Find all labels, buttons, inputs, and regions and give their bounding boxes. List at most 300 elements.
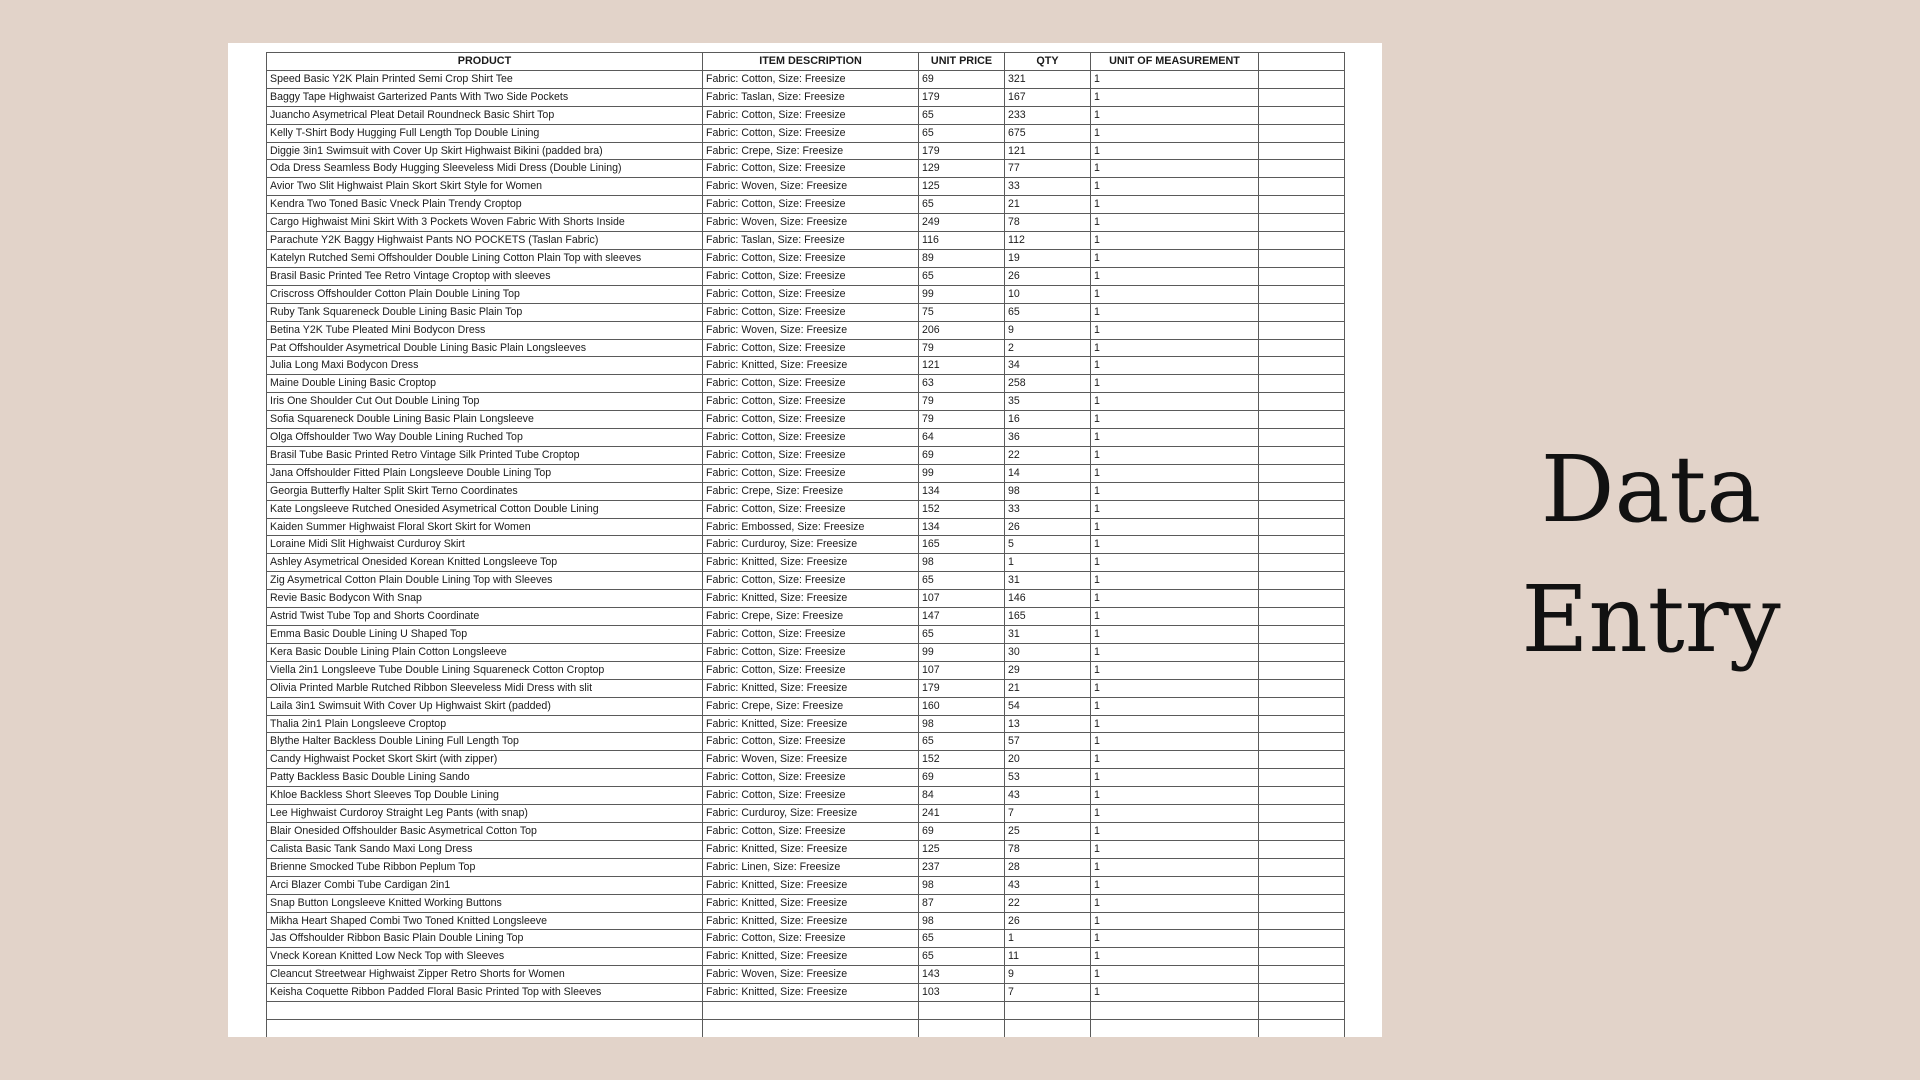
cell-unit-price bbox=[919, 1019, 1005, 1037]
header-extra bbox=[1259, 53, 1345, 71]
cell-item-description: Fabric: Woven, Size: Freesize bbox=[703, 751, 919, 769]
cell-extra bbox=[1259, 88, 1345, 106]
cell-item-description: Fabric: Woven, Size: Freesize bbox=[703, 966, 919, 984]
cell-unit-price: 98 bbox=[919, 554, 1005, 572]
cell-qty: 19 bbox=[1005, 249, 1091, 267]
cell-qty: 78 bbox=[1005, 214, 1091, 232]
cell-extra bbox=[1259, 966, 1345, 984]
cell-extra bbox=[1259, 679, 1345, 697]
cell-extra bbox=[1259, 464, 1345, 482]
cell-unit-of-measurement: 1 bbox=[1091, 249, 1259, 267]
cell-extra bbox=[1259, 339, 1345, 357]
cell-product: Mikha Heart Shaped Combi Two Toned Knitted Longsleeve bbox=[267, 912, 703, 930]
cell-item-description: Fabric: Knitted, Size: Freesize bbox=[703, 590, 919, 608]
cell-product: Vneck Korean Knitted Low Neck Top with Sleeves bbox=[267, 948, 703, 966]
table-row bbox=[267, 554, 1345, 572]
cell-extra bbox=[1259, 912, 1345, 930]
cell-product: Jana Offshoulder Fitted Plain Longsleeve Double Lining Top bbox=[267, 464, 703, 482]
cell-qty: 34 bbox=[1005, 357, 1091, 375]
cell-qty: 35 bbox=[1005, 393, 1091, 411]
cell-item-description: Fabric: Cotton, Size: Freesize bbox=[703, 393, 919, 411]
cell-unit-price: 103 bbox=[919, 984, 1005, 1002]
cell-qty: 14 bbox=[1005, 464, 1091, 482]
data-entry-table bbox=[266, 52, 1345, 1037]
cell-product: Cleancut Streetwear Highwaist Zipper Retro Shorts for Women bbox=[267, 966, 703, 984]
cell-qty: 98 bbox=[1005, 482, 1091, 500]
table-row bbox=[267, 912, 1345, 930]
cell-extra bbox=[1259, 572, 1345, 590]
cell-extra bbox=[1259, 1002, 1345, 1020]
cell-unit-price: 179 bbox=[919, 679, 1005, 697]
cell-qty: 9 bbox=[1005, 966, 1091, 984]
cell-product: Iris One Shoulder Cut Out Double Lining Top bbox=[267, 393, 703, 411]
cell-extra bbox=[1259, 124, 1345, 142]
cell-unit-price: 64 bbox=[919, 429, 1005, 447]
cell-unit-of-measurement: 1 bbox=[1091, 411, 1259, 429]
cell-unit-of-measurement: 1 bbox=[1091, 840, 1259, 858]
cell-unit-price: 65 bbox=[919, 106, 1005, 124]
cell-qty: 675 bbox=[1005, 124, 1091, 142]
table-row bbox=[267, 840, 1345, 858]
cell-qty: 78 bbox=[1005, 840, 1091, 858]
cell-qty: 9 bbox=[1005, 321, 1091, 339]
cell-unit-of-measurement: 1 bbox=[1091, 196, 1259, 214]
cell-unit-of-measurement: 1 bbox=[1091, 948, 1259, 966]
cell-product: Keisha Coquette Ribbon Padded Floral Basic Printed Top with Sleeves bbox=[267, 984, 703, 1002]
cell-product: Juancho Asymetrical Pleat Detail Roundneck Basic Shirt Top bbox=[267, 106, 703, 124]
cell-qty: 10 bbox=[1005, 285, 1091, 303]
cell-unit-price: 125 bbox=[919, 840, 1005, 858]
cell-item-description: Fabric: Cotton, Size: Freesize bbox=[703, 464, 919, 482]
cell-product: Cargo Highwaist Mini Skirt With 3 Pockets Woven Fabric With Shorts Inside bbox=[267, 214, 703, 232]
cell-extra bbox=[1259, 930, 1345, 948]
cell-item-description: Fabric: Knitted, Size: Freesize bbox=[703, 876, 919, 894]
cell-extra bbox=[1259, 876, 1345, 894]
cell-item-description: Fabric: Knitted, Size: Freesize bbox=[703, 715, 919, 733]
table-row bbox=[267, 805, 1345, 823]
cell-item-description: Fabric: Cotton, Size: Freesize bbox=[703, 661, 919, 679]
cell-product: Astrid Twist Tube Top and Shorts Coordinate bbox=[267, 608, 703, 626]
cell-unit-of-measurement: 1 bbox=[1091, 500, 1259, 518]
cell-item-description: Fabric: Linen, Size: Freesize bbox=[703, 858, 919, 876]
cell-item-description bbox=[703, 1019, 919, 1037]
cell-qty: 29 bbox=[1005, 661, 1091, 679]
cell-unit-price: 98 bbox=[919, 876, 1005, 894]
title-line-data: Data bbox=[1540, 436, 1762, 543]
cell-unit-of-measurement: 1 bbox=[1091, 930, 1259, 948]
cell-extra bbox=[1259, 822, 1345, 840]
cell-unit-price: 65 bbox=[919, 124, 1005, 142]
cell-qty: 54 bbox=[1005, 697, 1091, 715]
cell-unit-price: 152 bbox=[919, 751, 1005, 769]
cell-product: Calista Basic Tank Sando Maxi Long Dress bbox=[267, 840, 703, 858]
table-body bbox=[267, 70, 1345, 1037]
cell-qty: 2 bbox=[1005, 339, 1091, 357]
cell-unit-of-measurement: 1 bbox=[1091, 572, 1259, 590]
cell-unit-price: 241 bbox=[919, 805, 1005, 823]
table-row bbox=[267, 626, 1345, 644]
cell-unit-of-measurement: 1 bbox=[1091, 643, 1259, 661]
cell-qty: 36 bbox=[1005, 429, 1091, 447]
cell-product: Loraine Midi Slit Highwaist Curduroy Skirt bbox=[267, 536, 703, 554]
cell-product: Kera Basic Double Lining Plain Cotton Longsleeve bbox=[267, 643, 703, 661]
cell-unit-price: 65 bbox=[919, 267, 1005, 285]
cell-extra bbox=[1259, 303, 1345, 321]
table-row bbox=[267, 70, 1345, 88]
cell-extra bbox=[1259, 733, 1345, 751]
cell-product: Patty Backless Basic Double Lining Sando bbox=[267, 769, 703, 787]
header-qty: QTY bbox=[1005, 53, 1091, 71]
cell-extra bbox=[1259, 626, 1345, 644]
cell-product: Speed Basic Y2K Plain Printed Semi Crop Shirt Tee bbox=[267, 70, 703, 88]
cell-extra bbox=[1259, 393, 1345, 411]
table-row bbox=[267, 303, 1345, 321]
cell-product: Thalia 2in1 Plain Longsleeve Croptop bbox=[267, 715, 703, 733]
cell-unit-of-measurement: 1 bbox=[1091, 876, 1259, 894]
cell-qty: 31 bbox=[1005, 626, 1091, 644]
cell-product: Pat Offshoulder Asymetrical Double Lining Basic Plain Longsleeves bbox=[267, 339, 703, 357]
cell-qty: 28 bbox=[1005, 858, 1091, 876]
cell-unit-price: 65 bbox=[919, 948, 1005, 966]
table-row bbox=[267, 894, 1345, 912]
table-row bbox=[267, 661, 1345, 679]
cell-unit-of-measurement: 1 bbox=[1091, 267, 1259, 285]
cell-product bbox=[267, 1019, 703, 1037]
cell-product: Viella 2in1 Longsleeve Tube Double Lining Squareneck Cotton Croptop bbox=[267, 661, 703, 679]
cell-extra bbox=[1259, 160, 1345, 178]
cell-product: Snap Button Longsleeve Knitted Working Buttons bbox=[267, 894, 703, 912]
cell-extra bbox=[1259, 375, 1345, 393]
cell-extra bbox=[1259, 429, 1345, 447]
cell-unit-price: 125 bbox=[919, 178, 1005, 196]
cell-unit-price: 116 bbox=[919, 232, 1005, 250]
cell-unit-price bbox=[919, 1002, 1005, 1020]
cell-product: Khloe Backless Short Sleeves Top Double Lining bbox=[267, 787, 703, 805]
cell-product: Blythe Halter Backless Double Lining Full Length Top bbox=[267, 733, 703, 751]
table-row bbox=[267, 930, 1345, 948]
cell-qty: 57 bbox=[1005, 733, 1091, 751]
cell-unit-of-measurement: 1 bbox=[1091, 805, 1259, 823]
cell-item-description: Fabric: Taslan, Size: Freesize bbox=[703, 88, 919, 106]
cell-product: Criscross Offshoulder Cotton Plain Double Lining Top bbox=[267, 285, 703, 303]
cell-product: Parachute Y2K Baggy Highwaist Pants NO POCKETS (Taslan Fabric) bbox=[267, 232, 703, 250]
cell-extra bbox=[1259, 178, 1345, 196]
cell-unit-price: 129 bbox=[919, 160, 1005, 178]
cell-item-description bbox=[703, 1002, 919, 1020]
table-row bbox=[267, 482, 1345, 500]
cell-extra bbox=[1259, 142, 1345, 160]
cell-unit-of-measurement: 1 bbox=[1091, 751, 1259, 769]
cell-item-description: Fabric: Knitted, Size: Freesize bbox=[703, 679, 919, 697]
cell-product: Brasil Tube Basic Printed Retro Vintage Silk Printed Tube Croptop bbox=[267, 446, 703, 464]
cell-qty: 43 bbox=[1005, 876, 1091, 894]
cell-extra bbox=[1259, 858, 1345, 876]
cell-product: Brasil Basic Printed Tee Retro Vintage Croptop with sleeves bbox=[267, 267, 703, 285]
cell-product: Zig Asymetrical Cotton Plain Double Lining Top with Sleeves bbox=[267, 572, 703, 590]
cell-unit-price: 99 bbox=[919, 285, 1005, 303]
table-row bbox=[267, 715, 1345, 733]
cell-qty: 121 bbox=[1005, 142, 1091, 160]
header-item-description: ITEM DESCRIPTION bbox=[703, 53, 919, 71]
cell-unit-price: 237 bbox=[919, 858, 1005, 876]
table-row bbox=[267, 876, 1345, 894]
cell-product: Betina Y2K Tube Pleated Mini Bodycon Dress bbox=[267, 321, 703, 339]
cell-item-description: Fabric: Crepe, Size: Freesize bbox=[703, 142, 919, 160]
cell-product: Kelly T-Shirt Body Hugging Full Length Top Double Lining bbox=[267, 124, 703, 142]
cell-extra bbox=[1259, 948, 1345, 966]
cell-unit-price: 107 bbox=[919, 661, 1005, 679]
cell-unit-of-measurement: 1 bbox=[1091, 518, 1259, 536]
cell-product: Baggy Tape Highwaist Garterized Pants With Two Side Pockets bbox=[267, 88, 703, 106]
table-row bbox=[267, 751, 1345, 769]
cell-qty: 321 bbox=[1005, 70, 1091, 88]
cell-unit-price: 134 bbox=[919, 482, 1005, 500]
table-row bbox=[267, 948, 1345, 966]
cell-unit-of-measurement: 1 bbox=[1091, 482, 1259, 500]
cell-extra bbox=[1259, 232, 1345, 250]
cell-extra bbox=[1259, 805, 1345, 823]
cell-unit-of-measurement: 1 bbox=[1091, 303, 1259, 321]
cell-unit-of-measurement: 1 bbox=[1091, 70, 1259, 88]
cell-item-description: Fabric: Cotton, Size: Freesize bbox=[703, 106, 919, 124]
cell-product: Katelyn Rutched Semi Offshoulder Double Lining Cotton Plain Top with sleeves bbox=[267, 249, 703, 267]
cell-extra bbox=[1259, 661, 1345, 679]
cell-unit-of-measurement: 1 bbox=[1091, 661, 1259, 679]
cell-unit-price: 69 bbox=[919, 446, 1005, 464]
cell-unit-price: 65 bbox=[919, 572, 1005, 590]
cell-product bbox=[267, 1002, 703, 1020]
cell-extra bbox=[1259, 787, 1345, 805]
table-row bbox=[267, 787, 1345, 805]
cell-unit-price: 99 bbox=[919, 464, 1005, 482]
cell-item-description: Fabric: Cotton, Size: Freesize bbox=[703, 160, 919, 178]
cell-unit-price: 98 bbox=[919, 715, 1005, 733]
cell-item-description: Fabric: Crepe, Size: Freesize bbox=[703, 482, 919, 500]
cell-unit-price: 65 bbox=[919, 930, 1005, 948]
cell-qty: 16 bbox=[1005, 411, 1091, 429]
cell-item-description: Fabric: Cotton, Size: Freesize bbox=[703, 769, 919, 787]
table-row bbox=[267, 643, 1345, 661]
cell-extra bbox=[1259, 984, 1345, 1002]
table-row bbox=[267, 285, 1345, 303]
cell-unit-of-measurement: 1 bbox=[1091, 375, 1259, 393]
cell-extra bbox=[1259, 590, 1345, 608]
table-row bbox=[267, 1019, 1345, 1037]
cell-product: Georgia Butterfly Halter Split Skirt Terno Coordinates bbox=[267, 482, 703, 500]
cell-qty: 233 bbox=[1005, 106, 1091, 124]
cell-unit-of-measurement: 1 bbox=[1091, 142, 1259, 160]
cell-product: Ashley Asymetrical Onesided Korean Knitted Longsleeve Top bbox=[267, 554, 703, 572]
cell-product: Kate Longsleeve Rutched Onesided Asymetrical Cotton Double Lining bbox=[267, 500, 703, 518]
cell-extra bbox=[1259, 643, 1345, 661]
cell-qty: 165 bbox=[1005, 608, 1091, 626]
table-row bbox=[267, 608, 1345, 626]
cell-qty: 65 bbox=[1005, 303, 1091, 321]
cell-unit-of-measurement: 1 bbox=[1091, 160, 1259, 178]
cell-qty bbox=[1005, 1019, 1091, 1037]
cell-unit-of-measurement: 1 bbox=[1091, 357, 1259, 375]
cell-unit-price: 152 bbox=[919, 500, 1005, 518]
cell-qty: 43 bbox=[1005, 787, 1091, 805]
cell-qty: 22 bbox=[1005, 446, 1091, 464]
table-row bbox=[267, 822, 1345, 840]
cell-unit-price: 206 bbox=[919, 321, 1005, 339]
cell-extra bbox=[1259, 411, 1345, 429]
cell-item-description: Fabric: Knitted, Size: Freesize bbox=[703, 948, 919, 966]
table-row bbox=[267, 966, 1345, 984]
cell-item-description: Fabric: Cotton, Size: Freesize bbox=[703, 822, 919, 840]
cell-unit-price: 179 bbox=[919, 142, 1005, 160]
cell-item-description: Fabric: Cotton, Size: Freesize bbox=[703, 267, 919, 285]
cell-item-description: Fabric: Knitted, Size: Freesize bbox=[703, 554, 919, 572]
table-row bbox=[267, 321, 1345, 339]
cell-unit-price: 79 bbox=[919, 339, 1005, 357]
cell-product: Ruby Tank Squareneck Double Lining Basic Plain Top bbox=[267, 303, 703, 321]
cell-qty: 21 bbox=[1005, 196, 1091, 214]
cell-unit-of-measurement: 1 bbox=[1091, 733, 1259, 751]
cell-item-description: Fabric: Embossed, Size: Freesize bbox=[703, 518, 919, 536]
cell-unit-of-measurement: 1 bbox=[1091, 339, 1259, 357]
cell-qty: 31 bbox=[1005, 572, 1091, 590]
header-product: PRODUCT bbox=[267, 53, 703, 71]
cell-product: Blair Onesided Offshoulder Basic Asymetrical Cotton Top bbox=[267, 822, 703, 840]
cell-item-description: Fabric: Cotton, Size: Freesize bbox=[703, 500, 919, 518]
cell-item-description: Fabric: Cotton, Size: Freesize bbox=[703, 303, 919, 321]
table-row bbox=[267, 429, 1345, 447]
cell-qty: 26 bbox=[1005, 518, 1091, 536]
cell-unit-price: 147 bbox=[919, 608, 1005, 626]
table-row bbox=[267, 464, 1345, 482]
cell-unit-price: 69 bbox=[919, 769, 1005, 787]
cell-unit-of-measurement: 1 bbox=[1091, 984, 1259, 1002]
cell-extra bbox=[1259, 697, 1345, 715]
spreadsheet-page bbox=[228, 43, 1382, 1037]
header-unit-of-measurement: UNIT OF MEASUREMENT bbox=[1091, 53, 1259, 71]
cell-item-description: Fabric: Cotton, Size: Freesize bbox=[703, 249, 919, 267]
cell-unit-of-measurement: 1 bbox=[1091, 232, 1259, 250]
cell-unit-price: 79 bbox=[919, 411, 1005, 429]
cell-unit-price: 160 bbox=[919, 697, 1005, 715]
cell-unit-of-measurement: 1 bbox=[1091, 787, 1259, 805]
cell-unit-of-measurement bbox=[1091, 1002, 1259, 1020]
cell-item-description: Fabric: Cotton, Size: Freesize bbox=[703, 196, 919, 214]
table-row bbox=[267, 769, 1345, 787]
cell-unit-of-measurement: 1 bbox=[1091, 554, 1259, 572]
cell-extra bbox=[1259, 751, 1345, 769]
cell-extra bbox=[1259, 357, 1345, 375]
cell-qty: 77 bbox=[1005, 160, 1091, 178]
table-row bbox=[267, 984, 1345, 1002]
cell-extra bbox=[1259, 536, 1345, 554]
cell-item-description: Fabric: Knitted, Size: Freesize bbox=[703, 912, 919, 930]
cell-unit-of-measurement: 1 bbox=[1091, 124, 1259, 142]
cell-unit-price: 84 bbox=[919, 787, 1005, 805]
table-row bbox=[267, 446, 1345, 464]
cell-qty: 21 bbox=[1005, 679, 1091, 697]
cell-qty: 26 bbox=[1005, 267, 1091, 285]
cell-unit-price: 63 bbox=[919, 375, 1005, 393]
cell-extra bbox=[1259, 267, 1345, 285]
cell-qty: 112 bbox=[1005, 232, 1091, 250]
cell-qty: 167 bbox=[1005, 88, 1091, 106]
cell-unit-price: 179 bbox=[919, 88, 1005, 106]
table-row bbox=[267, 357, 1345, 375]
cell-unit-of-measurement: 1 bbox=[1091, 858, 1259, 876]
table-row bbox=[267, 142, 1345, 160]
cell-unit-price: 65 bbox=[919, 626, 1005, 644]
cell-unit-of-measurement: 1 bbox=[1091, 715, 1259, 733]
cell-unit-price: 69 bbox=[919, 70, 1005, 88]
cell-product: Emma Basic Double Lining U Shaped Top bbox=[267, 626, 703, 644]
table-row bbox=[267, 196, 1345, 214]
cell-qty: 7 bbox=[1005, 805, 1091, 823]
cell-qty: 5 bbox=[1005, 536, 1091, 554]
cell-qty: 7 bbox=[1005, 984, 1091, 1002]
cell-extra bbox=[1259, 608, 1345, 626]
cell-item-description: Fabric: Cotton, Size: Freesize bbox=[703, 643, 919, 661]
table-row bbox=[267, 339, 1345, 357]
cell-unit-of-measurement: 1 bbox=[1091, 822, 1259, 840]
cell-item-description: Fabric: Cotton, Size: Freesize bbox=[703, 375, 919, 393]
table-row bbox=[267, 214, 1345, 232]
table-row bbox=[267, 124, 1345, 142]
table-row bbox=[267, 590, 1345, 608]
cell-unit-of-measurement: 1 bbox=[1091, 626, 1259, 644]
cell-unit-of-measurement: 1 bbox=[1091, 590, 1259, 608]
cell-item-description: Fabric: Woven, Size: Freesize bbox=[703, 214, 919, 232]
cell-item-description: Fabric: Cotton, Size: Freesize bbox=[703, 70, 919, 88]
cell-unit-of-measurement: 1 bbox=[1091, 769, 1259, 787]
cell-item-description: Fabric: Curduroy, Size: Freesize bbox=[703, 805, 919, 823]
cell-unit-price: 121 bbox=[919, 357, 1005, 375]
cell-product: Olga Offshoulder Two Way Double Lining Ruched Top bbox=[267, 429, 703, 447]
table-row bbox=[267, 1002, 1345, 1020]
table-row bbox=[267, 411, 1345, 429]
table-row bbox=[267, 572, 1345, 590]
table-row bbox=[267, 393, 1345, 411]
cell-extra bbox=[1259, 106, 1345, 124]
cell-product: Kaiden Summer Highwaist Floral Skort Skirt for Women bbox=[267, 518, 703, 536]
cell-unit-price: 98 bbox=[919, 912, 1005, 930]
cell-item-description: Fabric: Knitted, Size: Freesize bbox=[703, 894, 919, 912]
cell-product: Laila 3in1 Swimsuit With Cover Up Highwaist Skirt (padded) bbox=[267, 697, 703, 715]
cell-qty bbox=[1005, 1002, 1091, 1020]
cell-unit-of-measurement: 1 bbox=[1091, 393, 1259, 411]
cell-unit-price: 143 bbox=[919, 966, 1005, 984]
cell-unit-price: 87 bbox=[919, 894, 1005, 912]
cell-unit-of-measurement: 1 bbox=[1091, 536, 1259, 554]
cell-unit-of-measurement: 1 bbox=[1091, 214, 1259, 232]
cell-unit-price: 249 bbox=[919, 214, 1005, 232]
table-row bbox=[267, 733, 1345, 751]
cell-product: Lee Highwaist Curdoroy Straight Leg Pants (with snap) bbox=[267, 805, 703, 823]
cell-qty: 22 bbox=[1005, 894, 1091, 912]
cell-item-description: Fabric: Cotton, Size: Freesize bbox=[703, 429, 919, 447]
cell-unit-of-measurement: 1 bbox=[1091, 446, 1259, 464]
cell-unit-of-measurement: 1 bbox=[1091, 88, 1259, 106]
cell-item-description: Fabric: Knitted, Size: Freesize bbox=[703, 357, 919, 375]
cell-qty: 53 bbox=[1005, 769, 1091, 787]
table-row bbox=[267, 500, 1345, 518]
cell-unit-price: 89 bbox=[919, 249, 1005, 267]
cell-item-description: Fabric: Woven, Size: Freesize bbox=[703, 178, 919, 196]
table-row bbox=[267, 697, 1345, 715]
cell-unit-of-measurement: 1 bbox=[1091, 608, 1259, 626]
cell-unit-of-measurement: 1 bbox=[1091, 966, 1259, 984]
cell-unit-of-measurement: 1 bbox=[1091, 464, 1259, 482]
cell-extra bbox=[1259, 285, 1345, 303]
cell-qty: 30 bbox=[1005, 643, 1091, 661]
